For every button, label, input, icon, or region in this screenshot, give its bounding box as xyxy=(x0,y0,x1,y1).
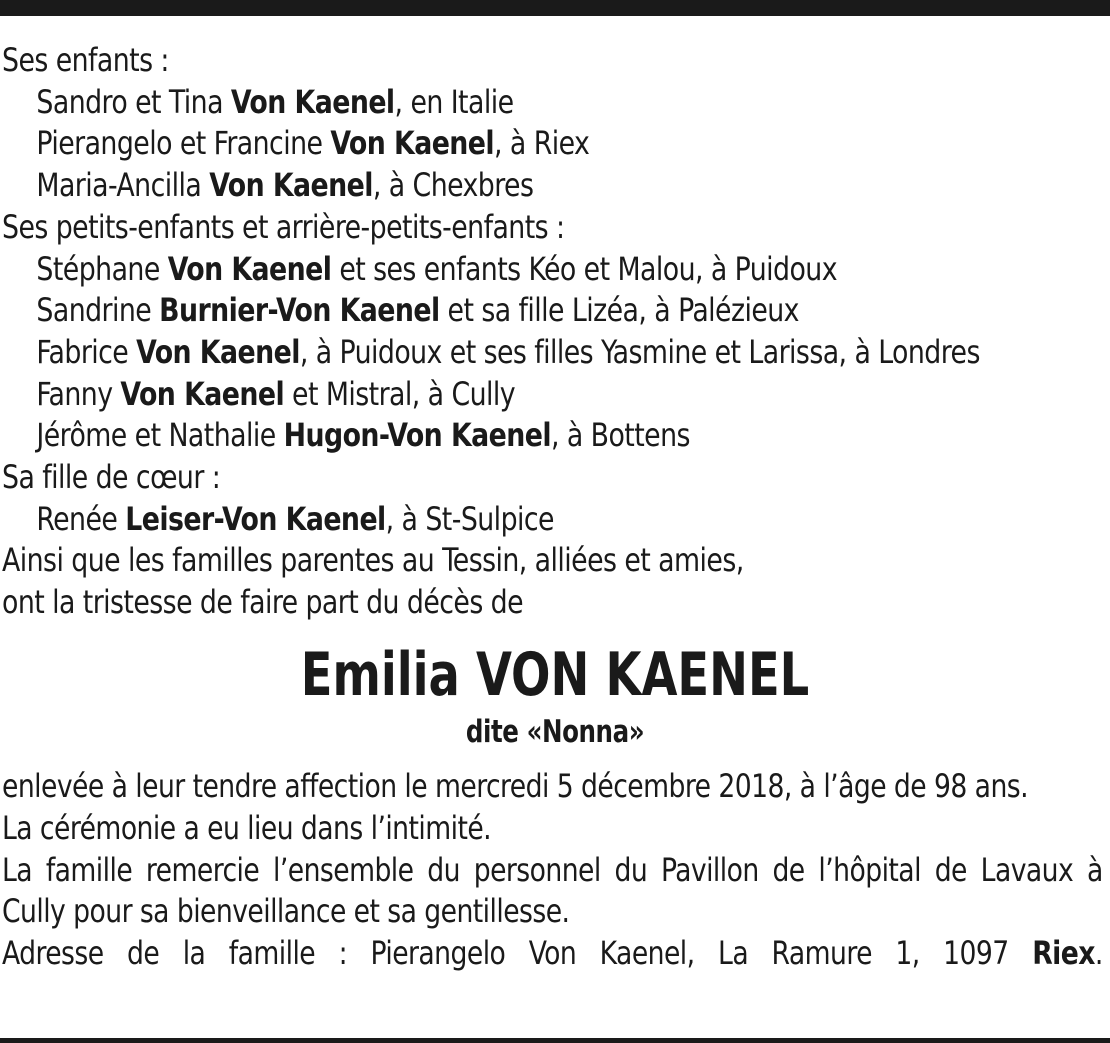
member-surname: Von Kaenel xyxy=(330,124,495,163)
member-location: et ses enfants Kéo et Malou, à Puidoux xyxy=(331,249,837,288)
thanks-note: La famille remercie l’ensemble du personnel du Pavillon de l’hôpital de Lavaux à Cully pour sa bienveillance et sa gentillesse. xyxy=(2,850,1103,931)
member-location: , à Puidoux et ses filles Yasmine et Larissa, à Londres xyxy=(299,332,980,371)
children-heading: Ses enfants : xyxy=(2,41,169,79)
deceased-name: Emilia VON KAENEL xyxy=(300,640,810,710)
closing-text xyxy=(2,766,1103,975)
member-location: et sa fille Lizéa, à Palézieux xyxy=(439,291,799,330)
member-surname: Hugon-Von Kaenel xyxy=(283,416,551,455)
address-text: Adresse de la famille : Pierangelo Von Kaenel, La Ramure 1, 1097 xyxy=(2,934,1033,973)
member-surname: Von Kaenel xyxy=(209,166,373,205)
family-member xyxy=(2,290,1028,332)
member-first-names: Pierangelo et Francine xyxy=(36,124,331,163)
bottom-rule xyxy=(0,1038,1110,1043)
family-member xyxy=(2,82,1028,124)
deceased-block xyxy=(0,637,1110,751)
member-location: , à Bottens xyxy=(550,416,690,455)
member-first-names: Maria-Ancilla xyxy=(36,166,210,205)
family-member xyxy=(2,123,1028,165)
family-member xyxy=(2,332,1028,374)
family-member xyxy=(2,499,1028,541)
address-end: . xyxy=(1094,934,1103,973)
family-list xyxy=(2,40,1028,624)
member-first-names: Stéphane xyxy=(36,249,168,288)
member-surname: Von Kaenel xyxy=(120,374,285,413)
member-location: , à Riex xyxy=(494,124,590,163)
member-location: et Mistral, à Cully xyxy=(284,374,516,413)
member-first-names: Fanny xyxy=(36,374,121,413)
member-first-names: Sandrine xyxy=(36,291,160,330)
member-first-names: Fabrice xyxy=(36,332,137,371)
member-surname: Von Kaenel xyxy=(230,82,395,121)
ceremony-note: La cérémonie a eu lieu dans l’intimité. xyxy=(2,808,492,847)
family-address xyxy=(2,933,1103,975)
address-town: Riex xyxy=(1032,934,1095,973)
heart-daughter-heading: Sa fille de cœur : xyxy=(2,458,221,497)
member-first-names: Sandro et Tina xyxy=(36,82,231,121)
announcement-line: ont la tristesse de faire part du décès de xyxy=(2,583,524,622)
member-location: , à Chexbres xyxy=(372,166,534,205)
extended-family-line: Ainsi que les familles parentes au Tessin, alliées et amies, xyxy=(2,541,744,580)
member-first-names: Renée xyxy=(36,499,126,538)
member-surname: Von Kaenel xyxy=(136,332,300,371)
family-member xyxy=(2,249,1028,291)
family-member xyxy=(2,374,1028,416)
member-surname: Burnier-Von Kaenel xyxy=(159,291,440,330)
member-first-names: Jérôme et Nathalie xyxy=(36,416,284,455)
member-surname: Von Kaenel xyxy=(167,249,332,288)
grandchildren-heading: Ses petits-enfants et arrière-petits-enfants : xyxy=(2,207,565,246)
top-rule xyxy=(0,0,1110,16)
member-location: , à St-Sulpice xyxy=(385,499,554,538)
member-surname: Leiser-Von Kaenel xyxy=(125,499,386,538)
family-member xyxy=(2,415,1028,457)
deceased-nickname: dite «Nonna» xyxy=(465,714,645,750)
death-announcement: enlevée à leur tendre affection le mercredi 5 décembre 2018, à l’âge de 98 ans. xyxy=(2,767,1028,805)
family-member xyxy=(2,165,1028,207)
member-location: , en Italie xyxy=(394,82,514,121)
